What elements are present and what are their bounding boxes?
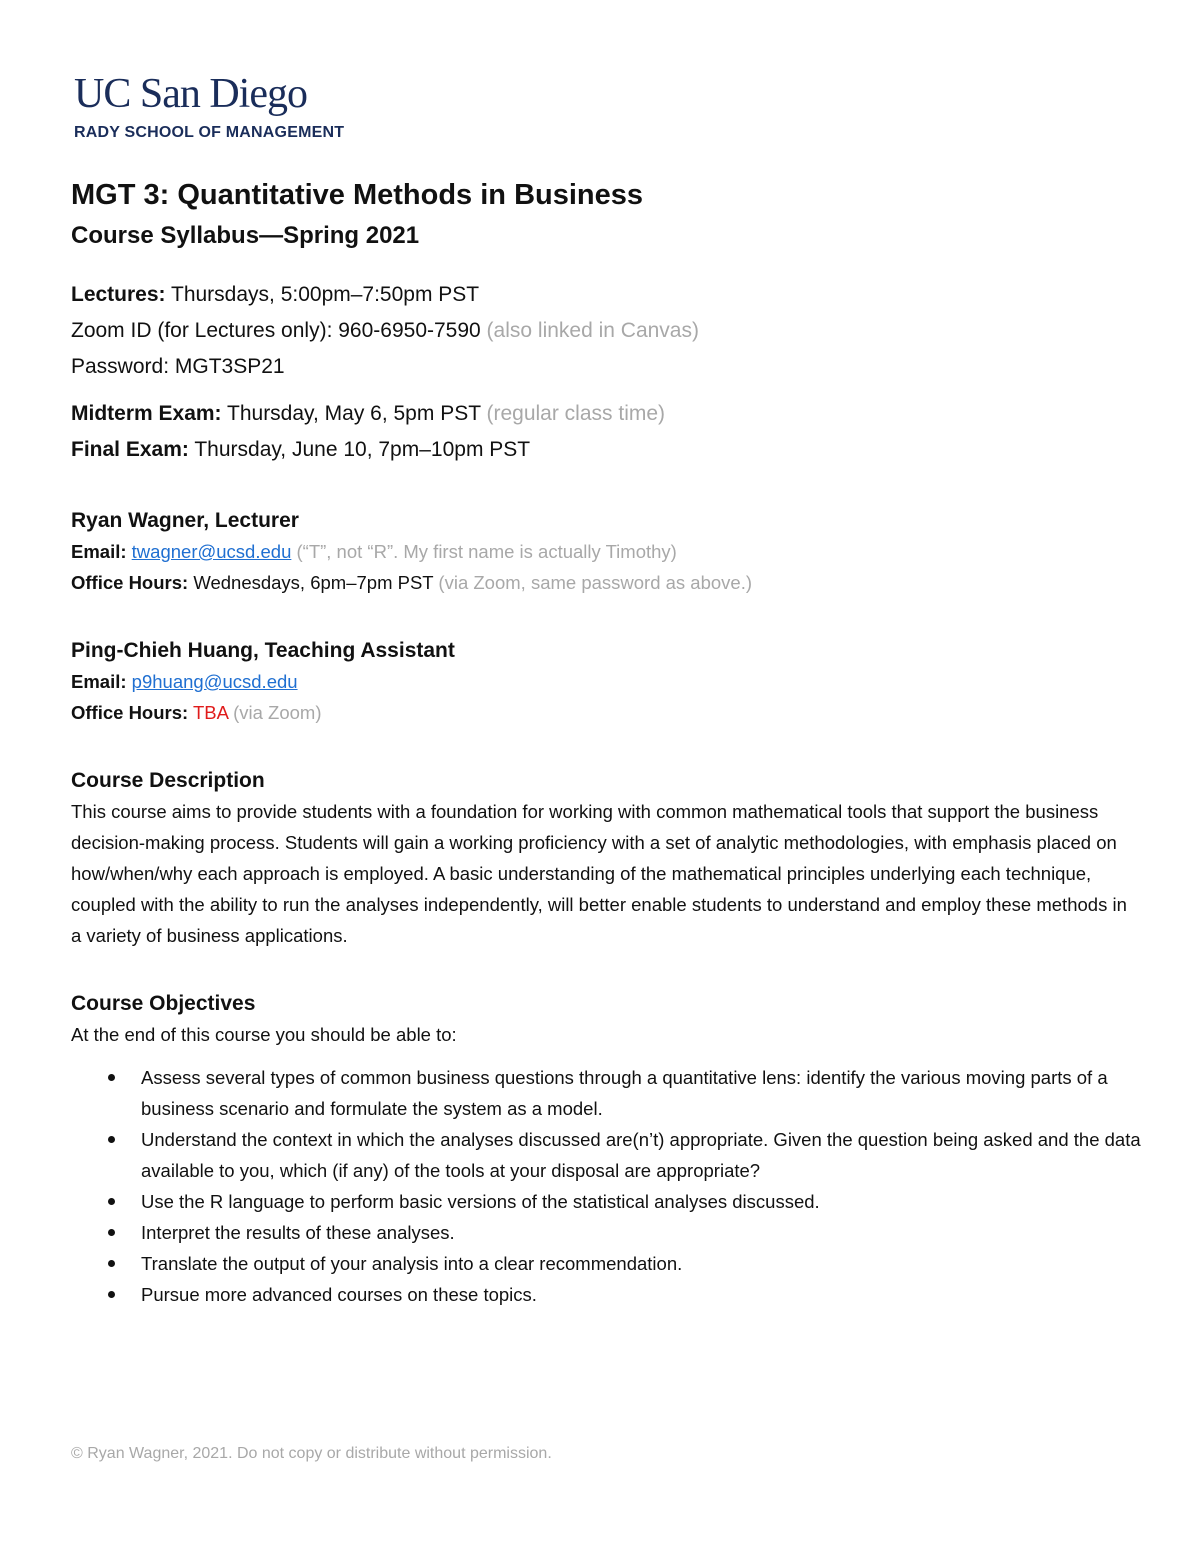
lecturer-hours-value: Wednesdays, 6pm–7pm PST [188, 572, 434, 593]
lecturer-hours-label: Office Hours: [71, 572, 189, 593]
midterm-line [71, 396, 1141, 432]
ta-hours-value: TBA [193, 702, 228, 723]
list-item: Use the R language to perform basic versions of the statistical analyses discussed. [141, 1186, 1141, 1217]
list-item: Assess several types of common business questions through a quantitative lens: identify the various moving parts of a business scenario and formulate the system as a model. [141, 1062, 1141, 1124]
ucsd-logo [74, 70, 344, 142]
lecturer-name: Ryan Wagner, Lecturer [71, 509, 299, 532]
ta-hours-label: Office Hours: [71, 702, 189, 723]
lecturer-email-label: Email: [71, 541, 127, 562]
midterm-note: (regular class time) [480, 402, 666, 425]
lecturer-hours-note: (via Zoom, same password as above.) [433, 572, 753, 593]
description-section [71, 766, 1141, 951]
copyright-footer: © Ryan Wagner, 2021. Do not copy or distribute without permission. [71, 1445, 552, 1462]
final-label: Final Exam: [71, 438, 189, 461]
schedule-block [71, 277, 1141, 468]
description-body: This course aims to provide students with a foundation for working with common mathematical tools that support the business decision-making process. Students will gain a working proficiency with a set of analytic methodologies, with emphasis placed on how/when/why each approach is employed. A basic understanding of the mathematical principles underlying each technique, coupled with the ability to run the analyses independently, will better enable students to understand and employ these methods in a variety of business applications. [71, 801, 1127, 946]
list-item: Understand the context in which the analyses discussed are(n’t) appropriate. Given the question being asked and the data available to you, which (if any) of the tools at your disposal are appropriate? [141, 1124, 1141, 1186]
ta-block [71, 636, 1141, 728]
lecturer-email-note: (“T”, not “R”. My first name is actually Timothy) [291, 541, 677, 562]
password-label: Password: [71, 355, 175, 378]
logo-wordmark: UC San Diego [74, 71, 307, 117]
document-body [71, 176, 1141, 1310]
ta-name: Ping-Chieh Huang, Teaching Assistant [71, 639, 455, 662]
final-line [71, 432, 1141, 468]
lecturer-email-line [71, 536, 1141, 567]
midterm-value: Thursday, May 6, 5pm PST [221, 402, 481, 425]
lecturer-block [71, 506, 1141, 598]
objectives-section [71, 989, 1141, 1310]
ta-email-label: Email: [71, 671, 127, 692]
ta-email-line [71, 666, 1141, 697]
ta-email-link[interactable]: p9huang@ucsd.edu [131, 671, 298, 692]
page-subtitle: Course Syllabus—Spring 2021 [71, 222, 420, 249]
lecturer-hours-line [71, 567, 1141, 598]
list-item: Translate the output of your analysis into a clear recommendation. [141, 1248, 1141, 1279]
objectives-intro: At the end of this course you should be able to: [71, 1024, 457, 1045]
password-value: MGT3SP21 [174, 355, 285, 378]
zoom-id: 960-6950-7590 [338, 319, 481, 342]
lectures-label: Lectures: [71, 283, 166, 306]
midterm-label: Midterm Exam: [71, 402, 222, 425]
objectives-list [71, 1062, 1141, 1310]
lectures-value: Thursdays, 5:00pm–7:50pm PST [165, 283, 480, 306]
description-title: Course Description [71, 769, 265, 792]
lectures-line [71, 277, 1141, 313]
page-title: MGT 3: Quantitative Methods in Business [71, 179, 644, 211]
zoom-line [71, 313, 1141, 349]
objectives-title: Course Objectives [71, 992, 256, 1015]
list-item: Pursue more advanced courses on these topics. [141, 1279, 1141, 1310]
password-line [71, 349, 1141, 385]
final-value: Thursday, June 10, 7pm–10pm PST [188, 438, 531, 461]
ta-hours-line [71, 697, 1141, 728]
lecturer-email-link[interactable]: twagner@ucsd.edu [131, 541, 292, 562]
list-item: Interpret the results of these analyses. [141, 1217, 1141, 1248]
ta-hours-note: (via Zoom) [227, 702, 322, 723]
logo-subtitle: RADY SCHOOL OF MANAGEMENT [74, 124, 345, 141]
zoom-label: Zoom ID (for Lectures only): [71, 319, 339, 342]
zoom-note: (also linked in Canvas) [480, 319, 699, 342]
